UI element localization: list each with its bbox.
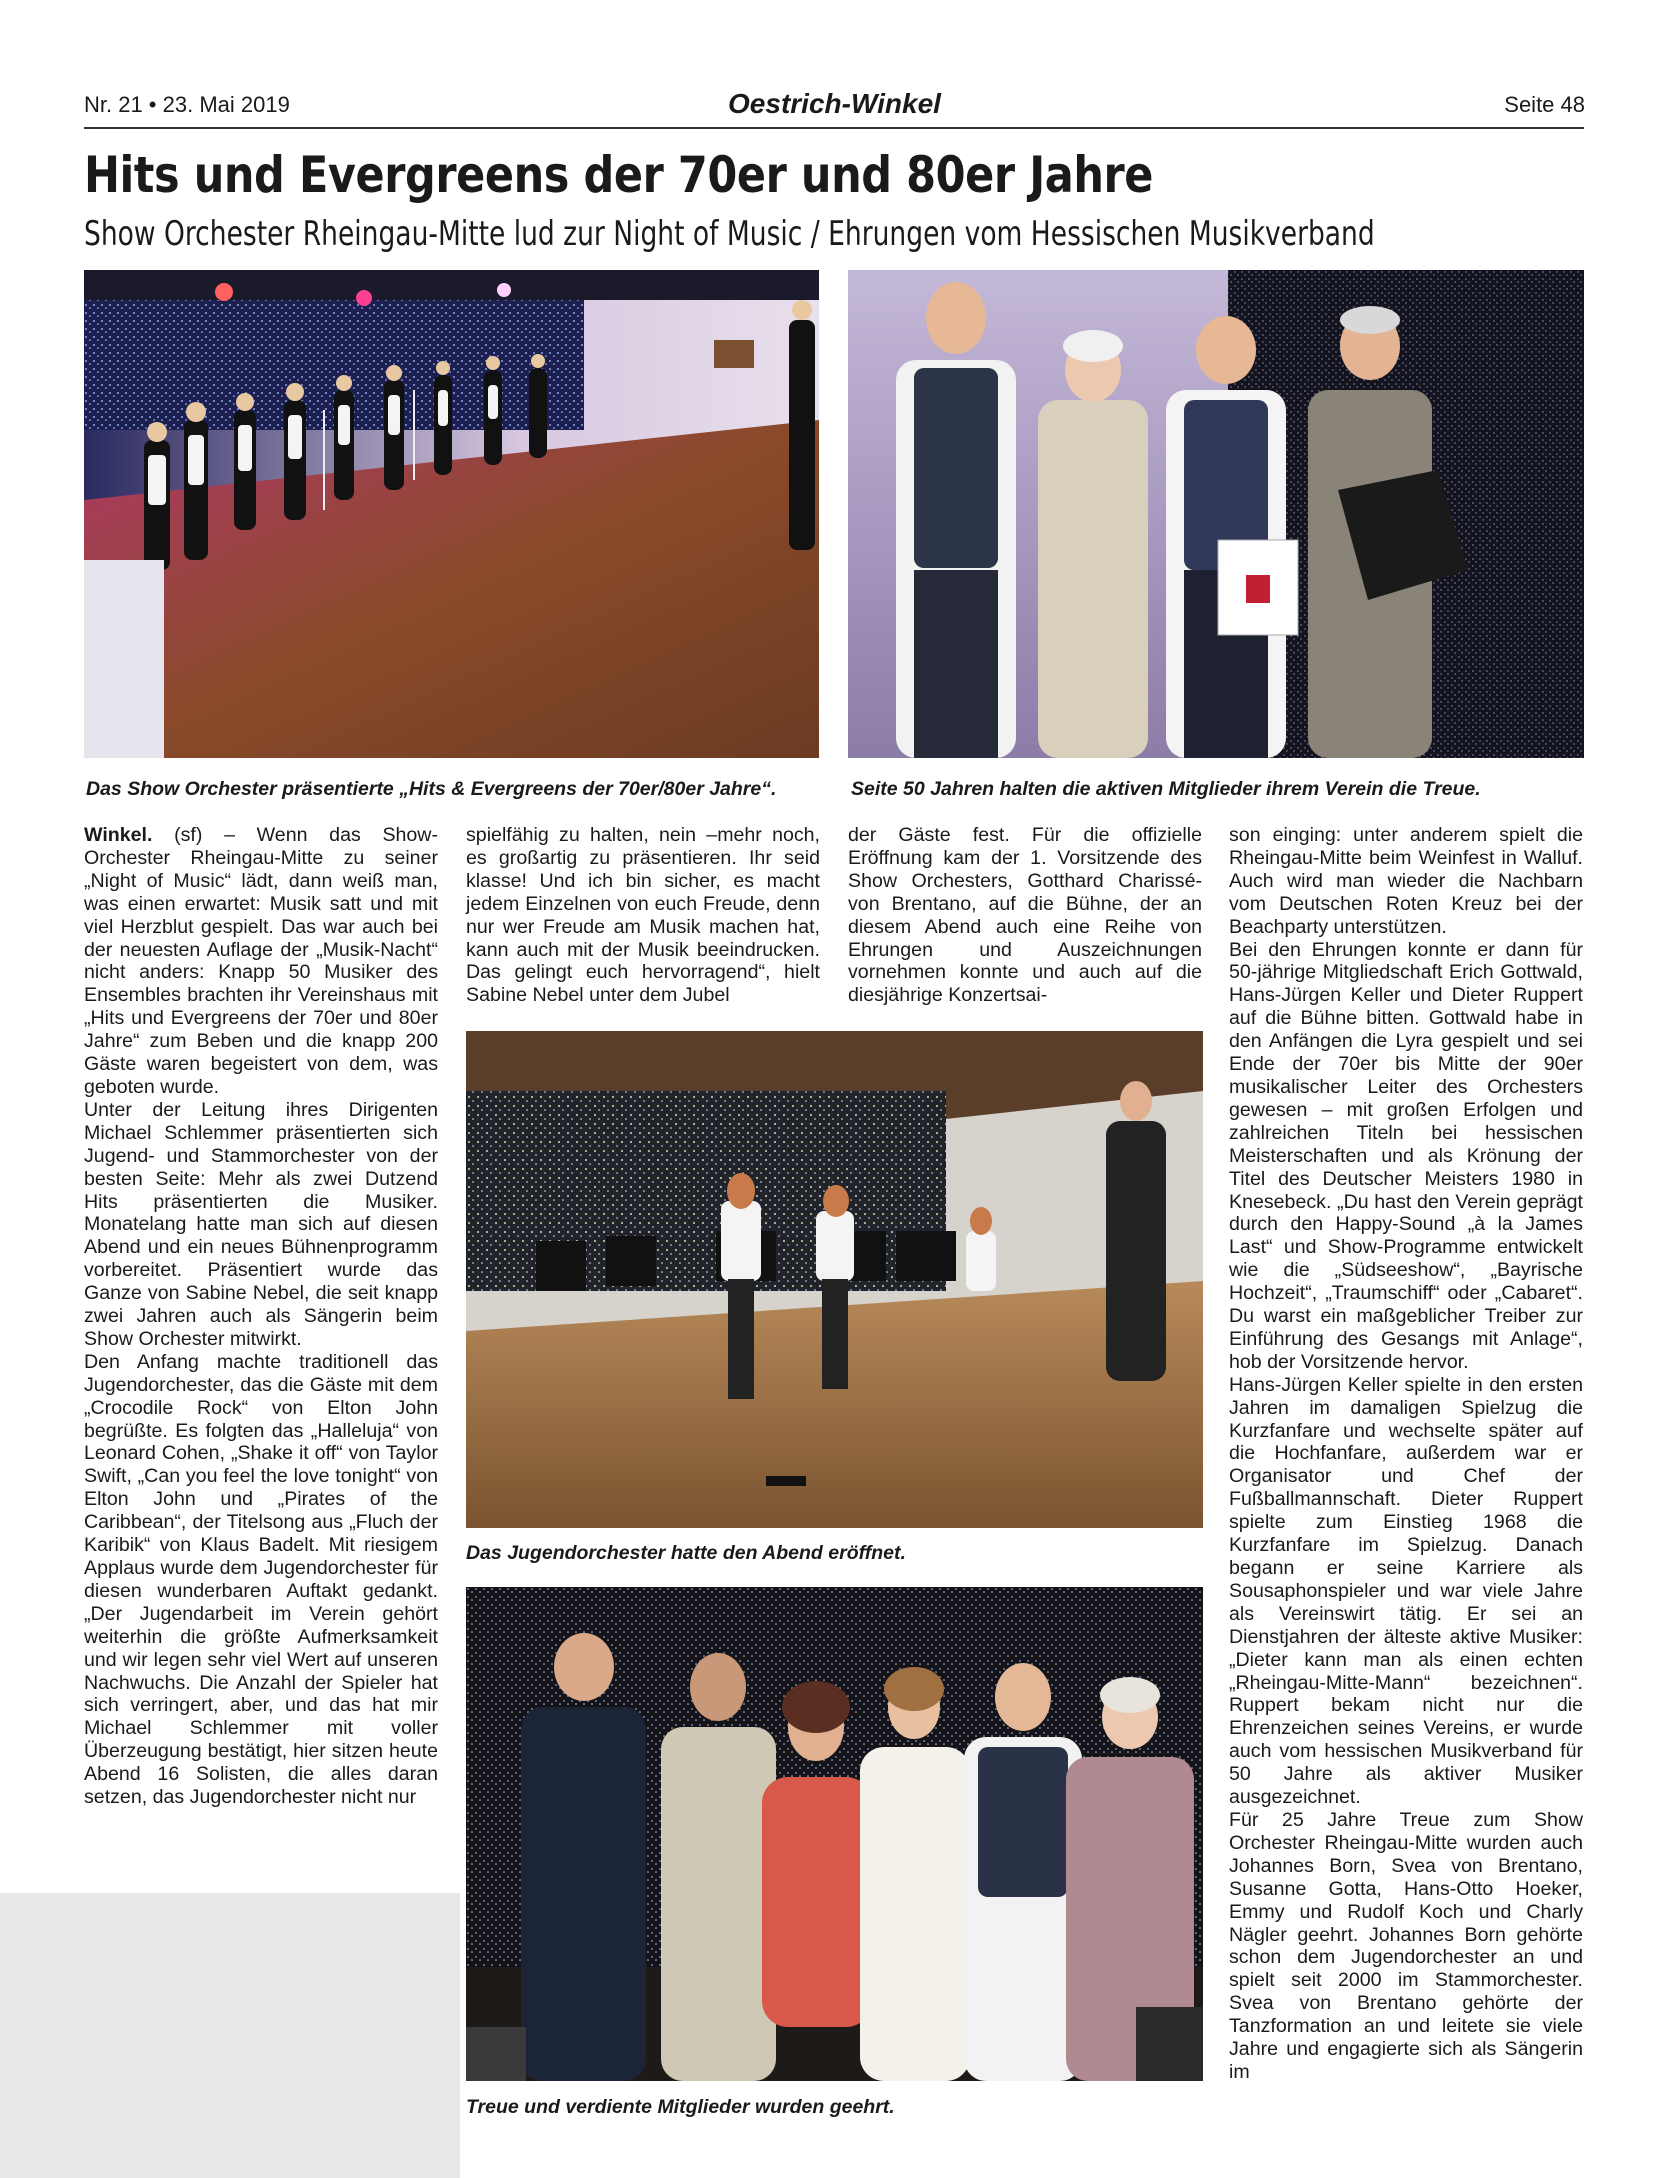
article-column-2: [466, 824, 820, 1007]
article-column-3: [848, 824, 1202, 1007]
page-margin-block: [0, 1893, 460, 2178]
dateline: Winkel.: [84, 824, 153, 846]
article-subheadline: Show Orchester Rheingau-Mitte lud zur Night of Music / Ehrungen vom Hessischen Musikverband: [84, 214, 1375, 254]
issue-number-date: Nr. 21 • 23. Mai 2019: [84, 92, 290, 117]
paragraph-7: Bei den Ehrungen konnte er dann für 50-jährige Mitgliedschaft Erich Gottwald, Hans-Jürgen Keller und Dieter Ruppert auf die Bühne bitten. Gottwald habe in den Anfängen die Lyra gespielt und sei Ende der 70er bis Mitte der 90er musikalischer Leiter des Orchesters gewesen – mit großen Erfolgen und zahlreichen Titeln bei hessischen Meisterschaften und als Krönung der Titel des Deutscher Meisters 1980 in Knesebeck. „Du hast den Verein geprägt durch den Happy-Sound „à la James Last“ und Show-Programme entwickelt wie die „Südseeshow“, „Bayrische Hochzeit“, „Traumschiff“ oder „Cabaret“. Du warst ein maßgeblicher Treiber zur Einführung des Gesangs mit Anlage“, hob der Vorsitzende hervor.: [1229, 938, 1583, 1373]
paragraph-5: der Gäste fest. Für die offizielle Eröffnung kam der 1. Vorsitzende des Show Orchesters, Gotthard Charissé-von Brentano, auf die Bühne, der an diesem Abend auch eine Reihe von Ehrungen und Auszeichnungen vornehmen konnte und auch auf die diesjährige Konzertsai-: [848, 824, 1202, 1007]
photo-youth-orchestra: [466, 1031, 1203, 1528]
page-number: Seite 48: [1504, 92, 1585, 117]
paragraph-3: Den Anfang machte traditionell das Jugendorchester, das die Gäste mit dem „Crocodile Rock“ von Elton John begrüßte. Es folgten das „Halleluja“ von Leonard Cohen, „Shake it off“ von Taylor Swift, „Can you feel the love tonight“ von Elton John und „Pirates of the Caribbean“, der Titelsong aus „Fluch der Karibik“ von Klaus Badelt. Mit riesigem Applaus wurde dem Jugendorchester für diesen wunderbaren Auftakt gedankt. „Der Jugendarbeit im Verein gehört weiterhin die größte Aufmerksamkeit und wir legen sehr viel Wert auf unseren Nachwuchs. Die Anzahl der Spieler hat sich verringert, aber, und das hat mir Michael Schlemmer mit voller Überzeugung bestätigt, hier sitzen heute Abend 16 Solisten, die alles daran setzen, das Jugendorchester nicht nur: [84, 1350, 438, 1809]
paragraph-6: son einging: unter anderem spielt die Rheingau-Mitte beim Weinfest in Walluf. Auch wird man wieder die Nachbarn vom Deutschen Roten Kreuz bei der Beachparty unterstützen.: [1229, 824, 1583, 938]
photo-show-orchestra: [84, 270, 819, 758]
photo-honored-members: [466, 1587, 1203, 2081]
paragraph-1: [84, 824, 438, 1099]
caption-photo-1: Das Show Orchester präsentierte „Hits & Evergreens der 70er/80er Jahre“.: [86, 778, 777, 800]
caption-photo-3: Das Jugendorchester hatte den Abend eröffnet.: [466, 1542, 906, 1564]
paragraph-1-text: (sf) – Wenn das Show-Orchester Rheingau-Mitte zu seiner „Night of Music“ lädt, dann weiß man, was einen erwartet: Musik satt und mit viel Herzblut gespielt. Das war auch bei der neuesten Auflage der „Musik-Nacht“ nicht anders: Knapp 50 Musiker des Ensembles brachten ihr Vereinshaus mit „Hits und Evergreens der 70er und 80er Jahre“ zum Beben und die knapp 200 Gäste waren begeistert von dem, was geboten wurde.: [84, 824, 438, 1098]
article-column-1: [84, 824, 438, 1809]
article-column-4: [1229, 824, 1583, 2084]
section-title: Oestrich-Winkel: [728, 88, 941, 119]
photo-honorees-50-years: [848, 270, 1584, 758]
paragraph-9: Für 25 Jahre Treue zum Show Orchester Rheingau-Mitte wurden auch Johannes Born, Svea von Brentano, Susanne Gotta, Hans-Otto Hoeker, Emmy und Rudolf Koch und Charly Nägler geehrt. Johannes Born gehörte schon dem Jugendorchester an und spielt seit 2000 im Stammorchester. Svea von Brentano gehörte der Tanzformation an und leitete sie viele Jahre und engagierte sich als Sängerin im: [1229, 1808, 1583, 2083]
header-rule: [84, 127, 1584, 129]
paragraph-2: Unter der Leitung ihres Dirigenten Michael Schlemmer präsentierten sich Jugend- und Stammorchester von der besten Seite: Mehr als zwei Dutzend Hits präsentierten die Musiker. Monatelang hatte man sich auf diesen Abend und ein neues Bühnenprogramm vorbereitet. Präsentiert wurde das Ganze von Sabine Nebel, die seit knapp zwei Jahren auch als Sängerin beim Show Orchester mitwirkt.: [84, 1098, 438, 1350]
caption-photo-4: Treue und verdiente Mitglieder wurden geehrt.: [466, 2096, 895, 2118]
paragraph-8: Hans-Jürgen Keller spielte in den ersten Jahren im damaligen Spielzug die Kurzfanfare und wechselte später auf die Hochfanfare, außerdem war er Organisator und Chef der Fußballmannschaft. Dieter Ruppert spielte zum Einstieg 1968 die Kurzfanfare im Spielzug. Danach begann er seine Karriere als Sousaphonspieler und war viele Jahre als Vereinswirt tätig. Er sei an Dienstjahren der älteste aktive Musiker: „Dieter kann man als einen echten „Rheingau-Mitte-Mann“ bezeichnen“. Ruppert bekam nicht nur die Ehrenzeichen seines Vereins, er wurde auch vom hessischen Musikverband für 50 Jahre als aktiver Musiker ausgezeichnet.: [1229, 1373, 1583, 1809]
paragraph-4: spielfähig zu halten, nein –mehr noch, es großartig zu präsentieren. Ihr seid klasse! Und ich bin sicher, es macht jedem Einzelnen von euch Freude, denn nur wer Freude am Musik machen hat, kann auch mit der Musik beeindrucken. Das gelingt euch hervorragend“, hielt Sabine Nebel unter dem Jubel: [466, 824, 820, 1007]
caption-photo-2: Seite 50 Jahren halten die aktiven Mitglieder ihrem Verein die Treue.: [851, 778, 1481, 800]
article-headline: Hits und Evergreens der 70er und 80er Jahre: [84, 146, 1154, 204]
